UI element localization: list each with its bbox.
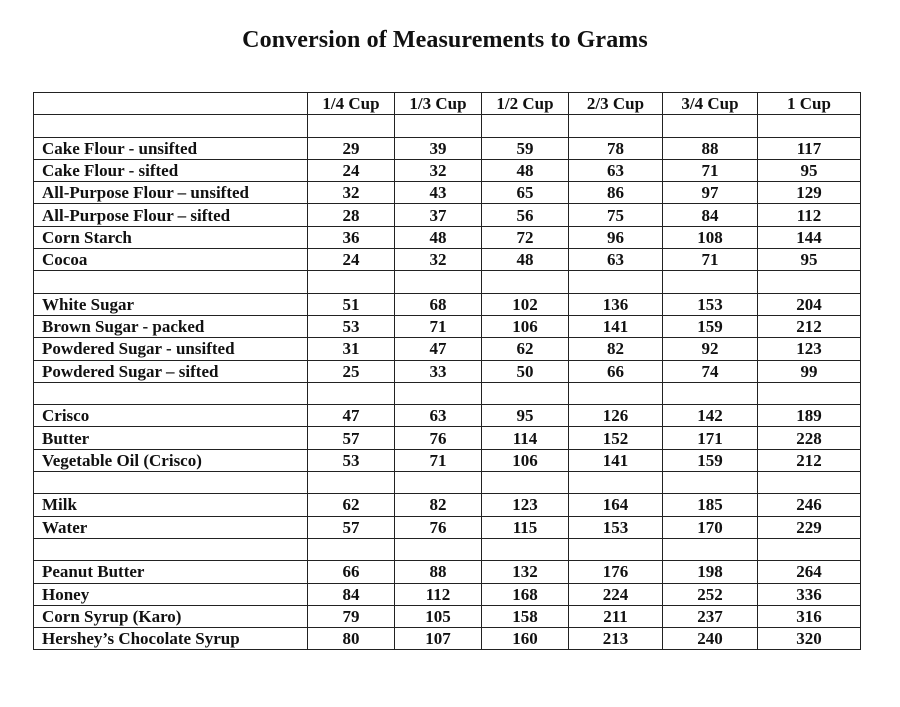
gram-value-cell: 29 [308, 137, 395, 159]
empty-cell [34, 538, 308, 560]
empty-cell [569, 115, 663, 137]
gram-value-cell: 24 [308, 249, 395, 271]
gram-value-cell: 123 [758, 338, 861, 360]
empty-cell [482, 472, 569, 494]
gram-value-cell: 112 [395, 583, 482, 605]
gram-value-cell: 252 [663, 583, 758, 605]
conversion-table [33, 92, 861, 650]
gram-value-cell: 153 [569, 516, 663, 538]
gram-value-cell: 43 [395, 182, 482, 204]
table-row [34, 605, 861, 627]
header-cell-ingredient [34, 93, 308, 115]
gram-value-cell: 158 [482, 605, 569, 627]
gram-value-cell: 132 [482, 561, 569, 583]
empty-cell [34, 271, 308, 293]
spacer-row [34, 382, 861, 404]
empty-cell [482, 271, 569, 293]
gram-value-cell: 316 [758, 605, 861, 627]
gram-value-cell: 141 [569, 315, 663, 337]
empty-cell [569, 271, 663, 293]
gram-value-cell: 84 [308, 583, 395, 605]
gram-value-cell: 75 [569, 204, 663, 226]
empty-cell [308, 538, 395, 560]
gram-value-cell: 136 [569, 293, 663, 315]
table-row [34, 427, 861, 449]
gram-value-cell: 32 [308, 182, 395, 204]
spacer-row [34, 271, 861, 293]
empty-cell [34, 472, 308, 494]
gram-value-cell: 160 [482, 628, 569, 650]
gram-value-cell: 96 [569, 226, 663, 248]
gram-value-cell: 74 [663, 360, 758, 382]
table-row [34, 182, 861, 204]
gram-value-cell: 106 [482, 315, 569, 337]
ingredient-label: Vegetable Oil (Crisco) [34, 449, 308, 471]
empty-cell [395, 382, 482, 404]
gram-value-cell: 57 [308, 516, 395, 538]
spacer-row [34, 472, 861, 494]
gram-value-cell: 68 [395, 293, 482, 315]
gram-value-cell: 76 [395, 427, 482, 449]
gram-value-cell: 171 [663, 427, 758, 449]
gram-value-cell: 224 [569, 583, 663, 605]
ingredient-label: White Sugar [34, 293, 308, 315]
gram-value-cell: 204 [758, 293, 861, 315]
gram-value-cell: 48 [482, 249, 569, 271]
spacer-row [34, 538, 861, 560]
gram-value-cell: 57 [308, 427, 395, 449]
table-row [34, 628, 861, 650]
gram-value-cell: 66 [569, 360, 663, 382]
gram-value-cell: 211 [569, 605, 663, 627]
header-cell-quarter-cup: 1/4 Cup [308, 93, 395, 115]
gram-value-cell: 82 [395, 494, 482, 516]
gram-value-cell: 240 [663, 628, 758, 650]
gram-value-cell: 32 [395, 249, 482, 271]
gram-value-cell: 79 [308, 605, 395, 627]
ingredient-label: Crisco [34, 405, 308, 427]
gram-value-cell: 53 [308, 449, 395, 471]
ingredient-label: Milk [34, 494, 308, 516]
gram-value-cell: 212 [758, 315, 861, 337]
empty-cell [663, 271, 758, 293]
empty-cell [569, 538, 663, 560]
gram-value-cell: 71 [395, 315, 482, 337]
spacer-row [34, 115, 861, 137]
ingredient-label: All-Purpose Flour – unsifted [34, 182, 308, 204]
gram-value-cell: 48 [482, 159, 569, 181]
gram-value-cell: 112 [758, 204, 861, 226]
empty-cell [758, 538, 861, 560]
empty-cell [482, 115, 569, 137]
gram-value-cell: 189 [758, 405, 861, 427]
gram-value-cell: 108 [663, 226, 758, 248]
empty-cell [482, 538, 569, 560]
ingredient-label: Powdered Sugar – sifted [34, 360, 308, 382]
header-cell-third-cup: 1/3 Cup [395, 93, 482, 115]
ingredient-label: All-Purpose Flour – sifted [34, 204, 308, 226]
gram-value-cell: 62 [482, 338, 569, 360]
gram-value-cell: 65 [482, 182, 569, 204]
gram-value-cell: 229 [758, 516, 861, 538]
gram-value-cell: 117 [758, 137, 861, 159]
table-row [34, 249, 861, 271]
gram-value-cell: 106 [482, 449, 569, 471]
table-row [34, 315, 861, 337]
empty-cell [308, 472, 395, 494]
empty-cell [569, 472, 663, 494]
gram-value-cell: 185 [663, 494, 758, 516]
gram-value-cell: 48 [395, 226, 482, 248]
table-row [34, 159, 861, 181]
empty-cell [569, 382, 663, 404]
table-row [34, 293, 861, 315]
gram-value-cell: 59 [482, 137, 569, 159]
gram-value-cell: 88 [395, 561, 482, 583]
gram-value-cell: 176 [569, 561, 663, 583]
gram-value-cell: 198 [663, 561, 758, 583]
gram-value-cell: 142 [663, 405, 758, 427]
gram-value-cell: 126 [569, 405, 663, 427]
table-row [34, 405, 861, 427]
gram-value-cell: 32 [395, 159, 482, 181]
gram-value-cell: 99 [758, 360, 861, 382]
empty-cell [758, 271, 861, 293]
ingredient-label: Powdered Sugar - unsifted [34, 338, 308, 360]
gram-value-cell: 62 [308, 494, 395, 516]
empty-cell [308, 115, 395, 137]
gram-value-cell: 50 [482, 360, 569, 382]
gram-value-cell: 264 [758, 561, 861, 583]
table-row [34, 226, 861, 248]
empty-cell [395, 271, 482, 293]
gram-value-cell: 63 [569, 159, 663, 181]
gram-value-cell: 47 [308, 405, 395, 427]
empty-cell [395, 538, 482, 560]
ingredient-label: Cocoa [34, 249, 308, 271]
ingredient-label: Butter [34, 427, 308, 449]
gram-value-cell: 212 [758, 449, 861, 471]
ingredient-label: Honey [34, 583, 308, 605]
table-row [34, 338, 861, 360]
table-body [34, 115, 861, 650]
ingredient-label: Brown Sugar - packed [34, 315, 308, 337]
gram-value-cell: 86 [569, 182, 663, 204]
table-row [34, 516, 861, 538]
table-row [34, 583, 861, 605]
gram-value-cell: 82 [569, 338, 663, 360]
empty-cell [758, 115, 861, 137]
ingredient-label: Corn Starch [34, 226, 308, 248]
empty-cell [34, 382, 308, 404]
ingredient-label: Corn Syrup (Karo) [34, 605, 308, 627]
gram-value-cell: 141 [569, 449, 663, 471]
gram-value-cell: 129 [758, 182, 861, 204]
gram-value-cell: 24 [308, 159, 395, 181]
table-row [34, 360, 861, 382]
gram-value-cell: 159 [663, 449, 758, 471]
gram-value-cell: 76 [395, 516, 482, 538]
empty-cell [482, 382, 569, 404]
empty-cell [395, 472, 482, 494]
gram-value-cell: 84 [663, 204, 758, 226]
page-title: Conversion of Measurements to Grams [242, 27, 648, 53]
empty-cell [758, 472, 861, 494]
gram-value-cell: 66 [308, 561, 395, 583]
gram-value-cell: 144 [758, 226, 861, 248]
ingredient-label: Water [34, 516, 308, 538]
gram-value-cell: 63 [395, 405, 482, 427]
table-row [34, 494, 861, 516]
gram-value-cell: 97 [663, 182, 758, 204]
gram-value-cell: 78 [569, 137, 663, 159]
gram-value-cell: 72 [482, 226, 569, 248]
gram-value-cell: 152 [569, 427, 663, 449]
gram-value-cell: 102 [482, 293, 569, 315]
gram-value-cell: 63 [569, 249, 663, 271]
table-row [34, 204, 861, 226]
gram-value-cell: 159 [663, 315, 758, 337]
gram-value-cell: 51 [308, 293, 395, 315]
gram-value-cell: 95 [758, 159, 861, 181]
header-cell-half-cup: 1/2 Cup [482, 93, 569, 115]
gram-value-cell: 53 [308, 315, 395, 337]
gram-value-cell: 80 [308, 628, 395, 650]
gram-value-cell: 95 [482, 405, 569, 427]
gram-value-cell: 71 [395, 449, 482, 471]
header-row [34, 93, 861, 115]
gram-value-cell: 114 [482, 427, 569, 449]
gram-value-cell: 336 [758, 583, 861, 605]
gram-value-cell: 153 [663, 293, 758, 315]
gram-value-cell: 25 [308, 360, 395, 382]
gram-value-cell: 168 [482, 583, 569, 605]
empty-cell [308, 271, 395, 293]
gram-value-cell: 107 [395, 628, 482, 650]
empty-cell [663, 115, 758, 137]
header-cell-one-cup: 1 Cup [758, 93, 861, 115]
empty-cell [663, 538, 758, 560]
header-cell-two-thirds-cup: 2/3 Cup [569, 93, 663, 115]
gram-value-cell: 95 [758, 249, 861, 271]
empty-cell [395, 115, 482, 137]
ingredient-label: Cake Flour - unsifted [34, 137, 308, 159]
gram-value-cell: 92 [663, 338, 758, 360]
gram-value-cell: 228 [758, 427, 861, 449]
gram-value-cell: 37 [395, 204, 482, 226]
gram-value-cell: 71 [663, 159, 758, 181]
table-row [34, 449, 861, 471]
table-row [34, 137, 861, 159]
gram-value-cell: 33 [395, 360, 482, 382]
gram-value-cell: 246 [758, 494, 861, 516]
gram-value-cell: 237 [663, 605, 758, 627]
gram-value-cell: 213 [569, 628, 663, 650]
ingredient-label: Cake Flour - sifted [34, 159, 308, 181]
empty-cell [663, 382, 758, 404]
gram-value-cell: 47 [395, 338, 482, 360]
gram-value-cell: 105 [395, 605, 482, 627]
empty-cell [663, 472, 758, 494]
ingredient-label: Peanut Butter [34, 561, 308, 583]
gram-value-cell: 36 [308, 226, 395, 248]
gram-value-cell: 170 [663, 516, 758, 538]
gram-value-cell: 123 [482, 494, 569, 516]
gram-value-cell: 115 [482, 516, 569, 538]
empty-cell [308, 382, 395, 404]
gram-value-cell: 88 [663, 137, 758, 159]
gram-value-cell: 28 [308, 204, 395, 226]
gram-value-cell: 320 [758, 628, 861, 650]
gram-value-cell: 39 [395, 137, 482, 159]
header-cell-three-quarters-cup: 3/4 Cup [663, 93, 758, 115]
empty-cell [758, 382, 861, 404]
gram-value-cell: 164 [569, 494, 663, 516]
ingredient-label: Hershey’s Chocolate Syrup [34, 628, 308, 650]
gram-value-cell: 56 [482, 204, 569, 226]
table-row [34, 561, 861, 583]
gram-value-cell: 71 [663, 249, 758, 271]
empty-cell [34, 115, 308, 137]
gram-value-cell: 31 [308, 338, 395, 360]
